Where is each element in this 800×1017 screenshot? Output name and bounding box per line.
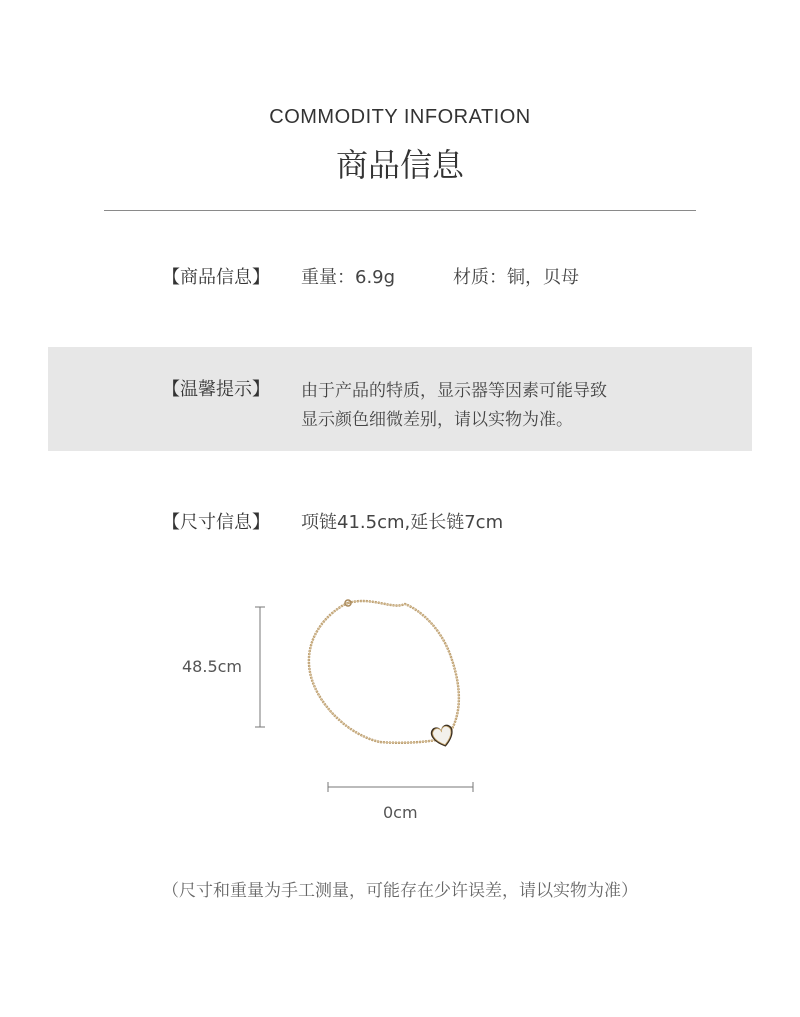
weight-value: 重量：6.9g [301,267,396,288]
chinese-title: 商品信息 [335,146,464,184]
width-dimension-line [328,782,473,792]
material-value: 材质：铜，贝母 [453,267,579,288]
footer-note: （尺寸和重量为手工测量，可能存在少许误差，请以实物为准） [162,881,638,901]
notice-label: 【温馨提示】 [162,379,270,400]
notice-line-2: 显示颜色细微差别，请以实物为准。 [301,410,573,430]
english-title: COMMODITY INFORATION [269,106,531,128]
info-label: 【商品信息】 [162,267,270,288]
height-dimension-label: 48.5cm [182,657,243,676]
height-dimension-line [255,607,265,727]
size-value: 项链41.5cm,延长链7cm [301,512,504,533]
size-label: 【尺寸信息】 [162,512,270,533]
notice-line-1: 由于产品的特质，显示器等因素可能导致 [301,381,607,401]
width-dimension-label: 0cm [383,803,418,822]
necklace-chain-icon [309,601,459,743]
